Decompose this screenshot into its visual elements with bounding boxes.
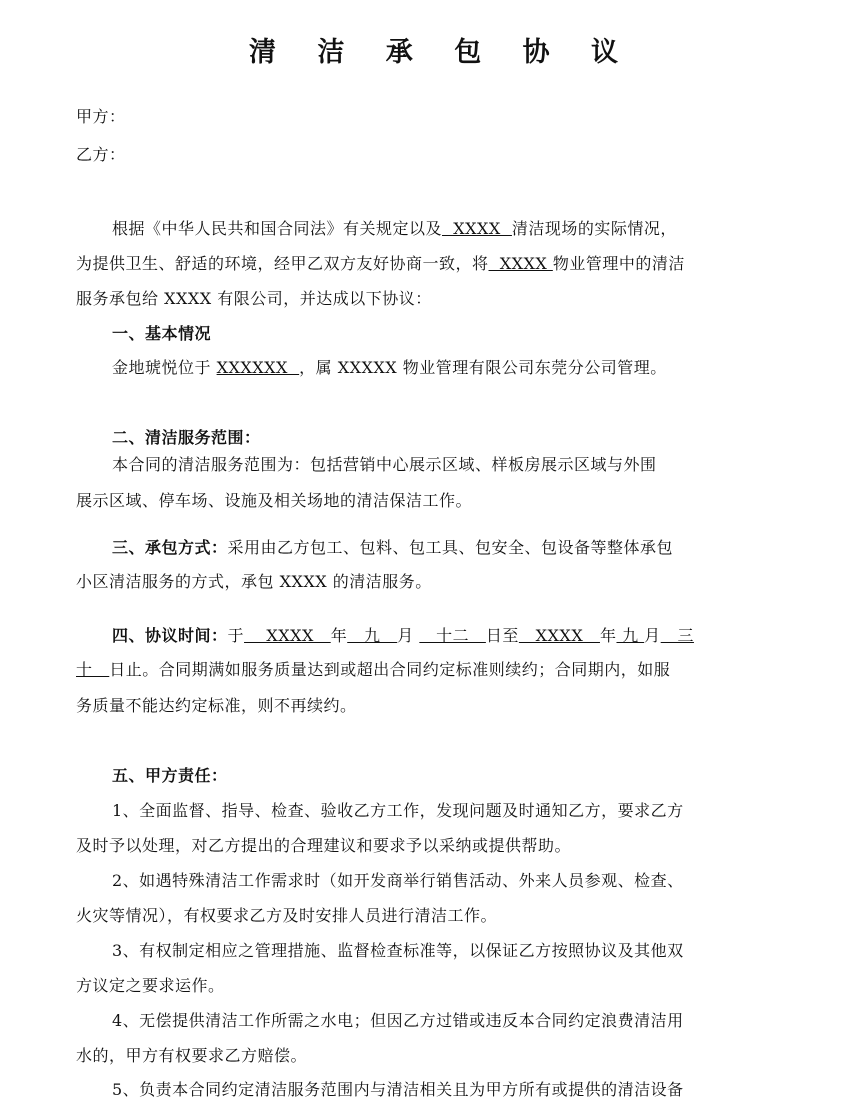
section-4-line-1 bbox=[112, 626, 772, 646]
preamble-line-3: 服务承包给 XXXX 有限公司，并达成以下协议： bbox=[76, 289, 432, 308]
section-3-heading: 三、承包方式： bbox=[112, 538, 228, 557]
section-5-item-1-line-1: 1、全面监督、指导、检查、验收乙方工作，发现问题及时通知乙方，要求乙方 bbox=[112, 801, 684, 820]
preamble-line-1 bbox=[112, 219, 772, 239]
text: 物业管理中的清洁 bbox=[552, 254, 685, 273]
section-5-item-3-line-2: 方议定之要求运作。 bbox=[76, 976, 225, 995]
section-3-line-2: 小区清洁服务的方式，承包 XXXX 的清洁服务。 bbox=[76, 572, 432, 591]
blank-field: 九 bbox=[616, 626, 645, 645]
blank-field: XXXX bbox=[518, 626, 600, 645]
section-4-heading: 四、协议时间： bbox=[112, 626, 228, 645]
section-5-item-2-line-2: 火灾等情况），有权要求乙方及时安排人员进行清洁工作。 bbox=[76, 906, 498, 925]
section-4-line-2 bbox=[76, 660, 776, 680]
party-b-label: 乙方： bbox=[76, 145, 126, 164]
section-2-line-2: 展示区域、停车场、设施及相关场地的清洁保洁工作。 bbox=[76, 491, 473, 510]
blank-field: 十二 bbox=[419, 626, 486, 645]
section-5-item-5-line-1: 5、负责本合同约定清洁服务范围内与清洁相关且为甲方所有或提供的清洁设备 bbox=[112, 1080, 684, 1099]
text: 月 bbox=[397, 626, 420, 645]
text: 日止。合同期满如服务质量达到或超出合同约定标准则续约；合同期内，如服 bbox=[109, 660, 671, 679]
section-5-item-4-line-2: 水的，甲方有权要求乙方赔偿。 bbox=[76, 1046, 308, 1065]
blank-field: XXXXXX bbox=[216, 358, 300, 377]
section-5-heading: 五、甲方责任： bbox=[112, 766, 228, 785]
document-title: 清 洁 承 包 协 议 bbox=[249, 37, 634, 68]
blank-field: 三 bbox=[660, 626, 694, 645]
text: 年 bbox=[599, 626, 617, 645]
preamble-line-2 bbox=[76, 254, 776, 274]
text: 月 bbox=[644, 626, 661, 645]
text: 日至 bbox=[485, 626, 519, 645]
section-1-heading: 一、基本情况 bbox=[112, 324, 212, 343]
text: 金地琥悦位于 bbox=[112, 358, 217, 377]
blank-field: 十 bbox=[76, 660, 110, 679]
section-3-line-1 bbox=[112, 538, 772, 558]
section-4-line-3: 务质量不能达约定标准，则不再续约。 bbox=[76, 696, 357, 715]
party-a-label: 甲方： bbox=[76, 107, 126, 126]
section-1-line-1 bbox=[112, 358, 772, 378]
text: 采用由乙方包工、包料、包工具、包安全、包设备等整体承包 bbox=[227, 538, 674, 557]
text: 年 bbox=[330, 626, 348, 645]
blank-field: 九 bbox=[347, 626, 398, 645]
text: ，属 XXXXX 物业管理有限公司东莞分公司管理。 bbox=[299, 358, 667, 377]
text: 清洁现场的实际情况， bbox=[511, 219, 677, 238]
section-5-item-4-line-1: 4、无偿提供清洁工作所需之水电；但因乙方过错或违反本合同约定浪费清洁用 bbox=[112, 1011, 684, 1030]
text: 于 bbox=[227, 626, 245, 645]
section-5-item-2-line-1: 2、如遇特殊清洁工作需求时（如开发商举行销售活动、外来人员参观、检查、 bbox=[112, 871, 684, 890]
section-2-heading: 二、清洁服务范围： bbox=[112, 428, 261, 447]
section-5-item-3-line-1: 3、有权制定相应之管理措施、监督检查标准等，以保证乙方按照协议及其他双 bbox=[112, 941, 684, 960]
blank-field: XXXX bbox=[442, 219, 512, 238]
text: 为提供卫生、舒适的环境，经甲乙双方友好协商一致，将 bbox=[76, 254, 489, 273]
blank-field: XXXX bbox=[488, 254, 553, 273]
text: 根据《中华人民共和国合同法》有关规定以及 bbox=[112, 219, 443, 238]
blank-field: XXXX bbox=[244, 626, 331, 645]
section-2-line-1: 本合同的清洁服务范围为：包括营销中心展示区域、样板房展示区域与外围 bbox=[112, 455, 657, 474]
section-5-item-1-line-2: 及时予以处理，对乙方提出的合理建议和要求予以采纳或提供帮助。 bbox=[76, 836, 572, 855]
